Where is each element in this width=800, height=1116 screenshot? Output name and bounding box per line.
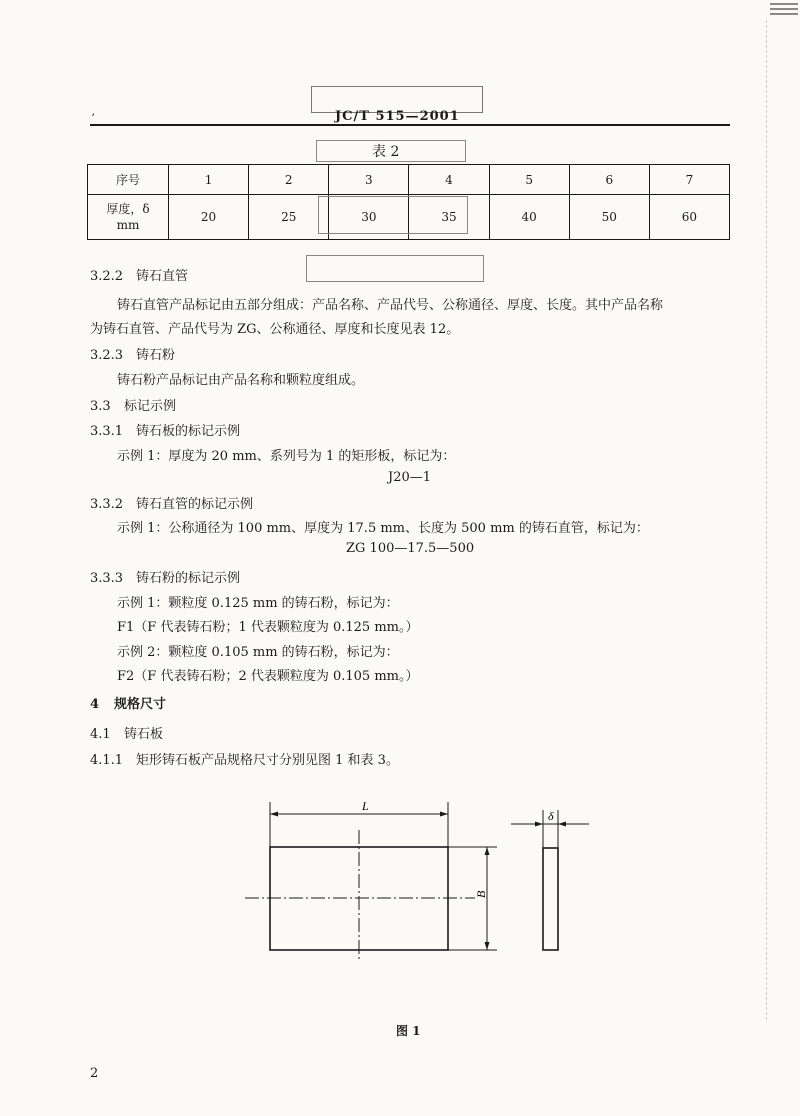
thickness-cell: 30 [329, 195, 409, 240]
thickness-unit: mm [116, 218, 140, 232]
label-delta: δ [548, 809, 554, 823]
paragraph: 为铸石直管、产品代号为 ZG、公称通径、厚度和长度见表 12。 [90, 322, 460, 337]
blank-highlight-box [306, 255, 484, 282]
example-line: 示例 2：颗粒度 0.105 mm 的铸石粉，标记为： [117, 645, 399, 660]
thickness-cell: 25 [249, 195, 329, 240]
cell-highlight-box [318, 196, 468, 234]
figure-caption: 图 1 [396, 1024, 421, 1038]
heading-4-1-1: 4.1.1 矩形铸石板产品规格尺寸分别见图 1 和表 3。 [90, 753, 399, 768]
arrow-head [270, 812, 278, 817]
thickness-cell: 60 [649, 195, 729, 240]
arrow-head [440, 812, 448, 817]
page-number: 2 [90, 1066, 99, 1081]
marking-example: J20—1 [388, 470, 432, 485]
example-line: F1（F 代表铸石粉；1 代表颗粒度为 0.125 mm。） [117, 620, 419, 635]
label-B: B [474, 890, 488, 898]
thickness-cell: 40 [489, 195, 569, 240]
thickness-cell: 35 [409, 195, 489, 240]
row-label-thickness [88, 195, 169, 240]
row-label-serial: 序号 [88, 165, 169, 195]
serial-cell: 5 [489, 165, 569, 195]
figure-1-drawing [235, 790, 595, 970]
thickness-cell: 50 [569, 195, 649, 240]
serial-cell: 7 [649, 165, 729, 195]
heading-4: 4 规格尺寸 [90, 697, 167, 712]
arrow-head [485, 942, 490, 950]
example-line: 示例 1：颗粒度 0.125 mm 的铸石粉，标记为： [117, 596, 399, 611]
thickness-label: 厚度，δ [106, 202, 150, 216]
example-line: 示例 1：公称通径为 100 mm、厚度为 17.5 mm、长度为 500 mm 的铸石直管，标记为： [117, 521, 649, 536]
heading-3-3-2: 3.3.2 铸石直管的标记示例 [90, 497, 254, 512]
binder-marks [766, 0, 800, 20]
arrow-head [485, 847, 490, 855]
heading-3-2-2: 3.2.2 铸石直管 [90, 269, 189, 284]
serial-cell: 4 [409, 165, 489, 195]
serial-cell: 6 [569, 165, 649, 195]
serial-cell: 3 [329, 165, 409, 195]
example-line: F2（F 代表铸石粉；2 代表颗粒度为 0.105 mm。） [117, 669, 419, 684]
serial-cell: 1 [169, 165, 249, 195]
serial-cell: 2 [249, 165, 329, 195]
header-rule [90, 124, 730, 126]
table-caption: 表 2 [372, 144, 400, 160]
plate-side-view [543, 848, 558, 950]
arrow-head [558, 822, 566, 827]
label-L: L [362, 799, 369, 813]
marking-example: ZG 100—17.5—500 [346, 541, 475, 556]
example-line: 示例 1：厚度为 20 mm、系列号为 1 的矩形板，标记为： [117, 449, 456, 464]
heading-3-2-3: 3.2.3 铸石粉 [90, 348, 176, 363]
heading-3-3-3: 3.3.3 铸石粉的标记示例 [90, 571, 241, 586]
paragraph: 铸石粉产品标记由产品名称和颗粒度组成。 [117, 373, 365, 388]
heading-3-3: 3.3 标记示例 [90, 399, 177, 414]
heading-4-1: 4.1 铸石板 [90, 727, 164, 742]
thickness-cell: 20 [169, 195, 249, 240]
margin-tick: ʼ [91, 112, 95, 125]
table-row-serial [88, 165, 730, 195]
arrow-head [535, 822, 543, 827]
standard-code: JC/T 515—2001 [335, 109, 460, 124]
margin-guide [766, 20, 767, 1020]
heading-3-3-1: 3.3.1 铸石板的标记示例 [90, 424, 241, 439]
paragraph: 铸石直管产品标记由五部分组成：产品名称、产品代号、公称通径、厚度、长度。其中产品名称 [117, 298, 664, 313]
